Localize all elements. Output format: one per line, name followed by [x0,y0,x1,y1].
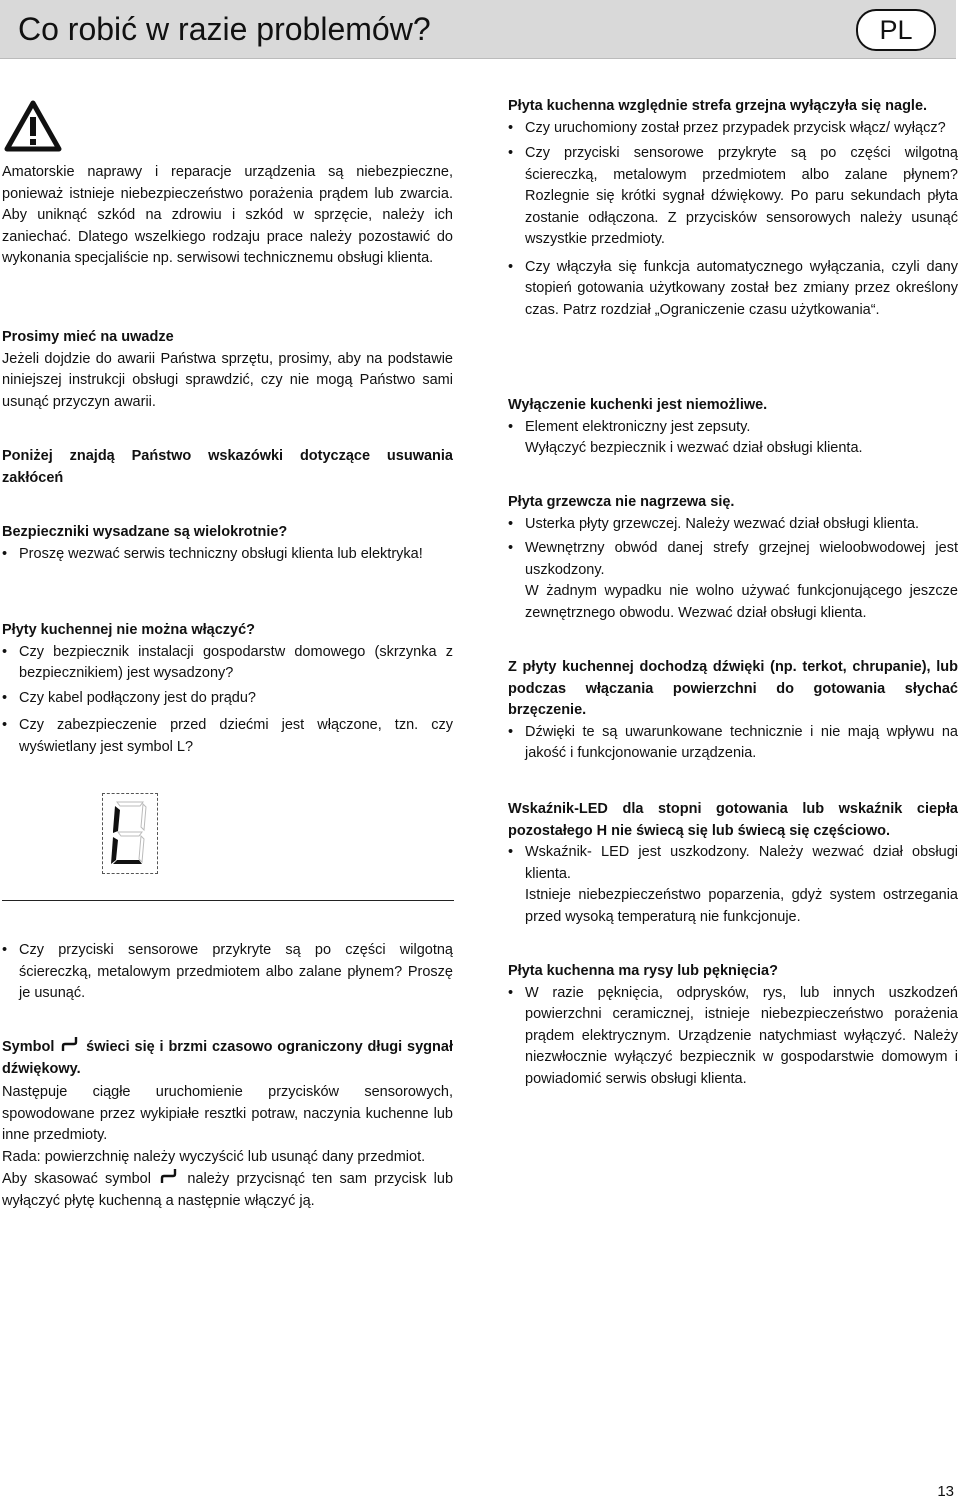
page-title: Co robić w razie problemów? [18,11,431,47]
list-item: • Czy uruchomiony został przez przypadek przycisk włącz/ wyłącz? [508,119,946,136]
attention-heading: Prosimy mieć na uwadze [2,329,174,345]
sudden-off-section [508,96,958,321]
cannot-switch-on-section [2,620,453,758]
list-item: • Czy przyciski sensorowe przykryte są po części wilgotną ściereczką, metalowym przedmiotem albo zalane płynem? Rozlegnie się krótki sygnał dźwiękowy. Po paru sekundach płyta zostanie odłączona. Z przycisków sensorowych należy usunąć wszystkie przedmioty. [508,145,958,247]
symbol-text-1: Następuje ciągłe uruchomienie przycisków sensorowych, spowodowane przez wykipiałe resztki potraw, naczynia kuchenne lub inne przedmioty. [2,1084,453,1143]
sensor-section [2,940,453,1005]
fuses-section [2,522,453,565]
sudden-off-heading: Płyta kuchenna względnie strefa grzejna wyłączyła się nagle. [508,98,928,114]
list-item: • Usterka płyty grzewczej. Należy wezwać dział obsługi klienta. [508,515,920,532]
noise-section [508,657,958,765]
list-item: • Czy włączyła się funkcja automatycznego wyłączania, czyli dany stopień gotowania użytkowany został bez zmiany przez określony czas. Patrz rozdział „Ograniczenie czasu użytkowania“. [508,258,958,318]
symbol-text-2: Rada: powierzchnię należy wyczyścić lub usunąć dany przedmiot. [2,1148,426,1165]
list-item: • Element elektroniczny jest zepsuty. [508,418,751,435]
symbol-section [2,1036,453,1212]
list-item: • Wskaźnik- LED jest uszkodzony. Należy wezwać dział obsługi klienta. [508,844,958,882]
warning-triangle-icon [4,100,62,152]
list-item: • Dźwięki te są uwarunkowane technicznie i nie mają wpływu na jakość i funkcjonowanie urządzenia. [508,723,958,761]
list-note: W żadnym wypadku nie wolno używać funkcjonującego jeszcze zewnętrznego obwodu. Wezwać dział obsługi klienta. [525,583,958,621]
attention-section [2,327,453,413]
tips-heading: Poniżej znajdą Państwo wskazówki dotyczące usuwania zakłóceń [2,448,453,486]
led-section [508,799,958,928]
cannot-switch-off-heading: Wyłączenie kuchenki jest niemożliwe. [508,397,768,413]
page-number: 13 [937,1483,954,1500]
list-note: Istnieje niebezpieczeństwo poparzenia, gdyż system ostrzegania przed wysoką temperaturą nie funkcjonuje. [525,887,958,925]
cannot-switch-on-heading: Płyty kuchennej nie można włączyć? [2,622,256,638]
not-heating-section [508,492,958,624]
page-header [0,0,956,59]
list-item: • Czy zabezpieczenie przed dziećmi jest włączone, tzn. czy wyświetlany jest symbol L? [2,717,453,755]
symbol-text-3: Aby skasować symbol należy przycisnąć ten sam przycisk lub wyłączyć płytę kuchenną a następnie włączyć ją. [2,1168,453,1212]
not-heating-heading: Płyta grzewcza nie nagrzewa się. [508,494,735,510]
list-item: • Czy kabel podłączony jest do prądu? [2,689,256,706]
list-item: • Wewnętrzny obwód danej strefy grzejnej wieloobwodowej jest uszkodzony. [508,540,958,578]
led-heading: Wskaźnik-LED dla stopni gotowania lub wskaźnik ciepła pozostałego H nie świecą się lub świecą się częściowo. [508,801,958,839]
cracks-section [508,961,958,1090]
list-item: • Proszę wezwać serwis techniczny obsługi klienta lub elektryka! [2,545,423,562]
symbol-heading: Symbol świeci się i brzmi czasowo ograniczony długi sygnał dźwiękowy. [2,1036,453,1080]
noise-heading: Z płyty kuchennej dochodzą dźwięki (np. terkot, chrupanie), lub podczas włączania powierzchni do gotowania słychać brzęczenie. [508,659,958,718]
warning-paragraph: Amatorskie naprawy i reparacje urządzenia są niebezpieczne, ponieważ istnieje niebezpieczeństwo porażenia prądem lub zwarcia. Aby uniknąć szkód na zdrowiu i szkód w sprzęcie, należy ich zaniechać. Dlatego wszelkiego rodzaju prace należy pozostawić do wykonania specjaliście np. serwisowi technicznemu obsługi klienta. [2,164,453,266]
pan-symbol-icon [158,1168,180,1186]
cracks-heading: Płyta kuchenna ma rysy lub pęknięcia? [508,963,778,979]
cannot-switch-off-section [508,395,958,460]
language-badge: PL [856,9,936,51]
list-item: • Czy przyciski sensorowe przykryte są po części wilgotną ściereczką, metalowym przedmiotem albo zalane płynem? Proszę je usunąć. [2,942,453,1001]
list-item: • W razie pęknięcia, odprysków, rys, lub innych uszkodzeń powierzchni ceramicznej, istnieje niebezpieczeństwo porażenia prądem elektrycznym. Urządzenie natychmiast wyłączyć. Należy niezwłocznie wyłączyć bezpiecznik w gospodarstwie domowym i powiadomić serwis obsługi klienta. [508,984,958,1087]
pan-symbol-icon [59,1036,81,1054]
fuses-heading: Bezpieczniki wysadzane są wielokrotnie? [2,524,288,540]
seven-segment-L-display [102,793,158,874]
list-note: Wyłączyć bezpiecznik i wezwać dział obsługi klienta. [525,440,863,456]
list-item: • Czy bezpiecznik instalacji gospodarstw domowego (skrzynka z bezpiecznikiem) jest wysadzony? [2,643,453,681]
divider [2,900,454,901]
attention-text: Jeżeli dojdzie do awarii Państwa sprzętu, prosimy, aby na podstawie niniejszej instrukcji obsługi sprawdzić, czy nie mogą Państwo sami usunąć przyczyn awarii. [2,350,453,410]
